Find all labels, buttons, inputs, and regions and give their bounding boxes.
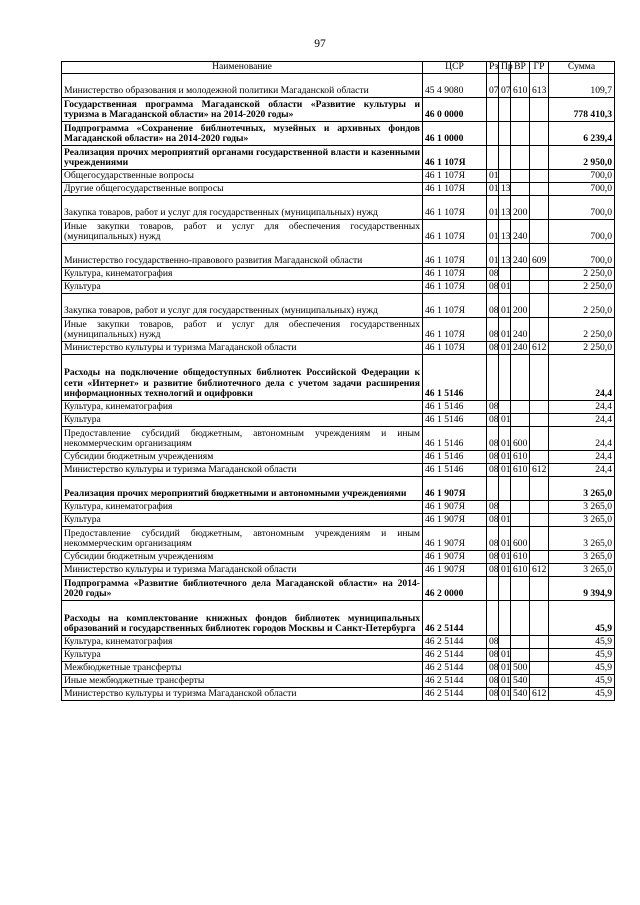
- row-pr: 01: [499, 527, 511, 551]
- row-gr: [530, 401, 549, 414]
- header-rz: Рз: [487, 62, 499, 74]
- row-sum: 700,0: [549, 170, 615, 183]
- row-pr: [499, 501, 511, 514]
- table-row: [62, 196, 615, 220]
- row-sum: 3 265,0: [549, 551, 615, 564]
- row-vr: [511, 170, 530, 183]
- row-sum: 2 950,0: [549, 146, 615, 170]
- table-row: [62, 146, 615, 170]
- row-rz: 08: [487, 318, 499, 342]
- row-gr: [530, 675, 549, 688]
- row-name: Другие общегосударственные вопросы: [62, 183, 423, 196]
- row-vr: 610: [511, 564, 530, 577]
- row-name: Министерство образования и молодежной политики Магаданской области: [62, 74, 423, 98]
- row-name: Культура, кинематография: [62, 636, 423, 649]
- row-rz: 08: [487, 662, 499, 675]
- row-pr: 01: [499, 551, 511, 564]
- table-row: [62, 74, 615, 98]
- row-rz: 08: [487, 564, 499, 577]
- row-rz: 08: [487, 451, 499, 464]
- row-vr: 240: [511, 342, 530, 355]
- row-sum: 2 250,0: [549, 342, 615, 355]
- table-row: [62, 401, 615, 414]
- row-pr: 01: [499, 662, 511, 675]
- row-name: Предоставление субсидий бюджетным, автономным учреждениям и иным некоммерческим организациям: [62, 527, 423, 551]
- row-rz: [487, 98, 499, 122]
- row-gr: 612: [530, 342, 549, 355]
- row-pr: [499, 98, 511, 122]
- row-gr: [530, 355, 549, 401]
- row-sum: 778 410,3: [549, 98, 615, 122]
- row-vr: 600: [511, 427, 530, 451]
- row-gr: [530, 636, 549, 649]
- table-row: [62, 527, 615, 551]
- row-name: Культура: [62, 281, 423, 294]
- row-pr: [499, 401, 511, 414]
- row-sum: 2 250,0: [549, 318, 615, 342]
- row-pr: [499, 355, 511, 401]
- row-vr: [511, 477, 530, 501]
- row-name: Расходы на комплектование книжных фондов библиотек муниципальных образований и государственных библиотек городов Москвы и Санкт-Петербурга: [62, 601, 423, 636]
- row-name: Иные межбюджетные трансферты: [62, 675, 423, 688]
- row-gr: [530, 318, 549, 342]
- row-pr: 13: [499, 220, 511, 244]
- row-csr: 46 1 5146: [423, 451, 487, 464]
- row-csr: 46 2 5144: [423, 662, 487, 675]
- row-csr: 46 1 0000: [423, 122, 487, 146]
- row-sum: 2 250,0: [549, 268, 615, 281]
- row-pr: [499, 170, 511, 183]
- row-rz: 08: [487, 464, 499, 477]
- row-rz: 08: [487, 527, 499, 551]
- row-sum: 2 250,0: [549, 281, 615, 294]
- row-pr: 13: [499, 196, 511, 220]
- row-pr: 01: [499, 649, 511, 662]
- row-pr: 13: [499, 244, 511, 268]
- row-rz: 01: [487, 244, 499, 268]
- row-vr: 610: [511, 74, 530, 98]
- row-name: Культура: [62, 514, 423, 527]
- row-sum: 45,9: [549, 675, 615, 688]
- row-pr: 01: [499, 414, 511, 427]
- row-gr: [530, 601, 549, 636]
- table-row: [62, 318, 615, 342]
- row-gr: [530, 146, 549, 170]
- row-rz: 01: [487, 183, 499, 196]
- row-pr: [499, 122, 511, 146]
- row-csr: 46 2 5144: [423, 688, 487, 701]
- row-csr: 46 1 5146: [423, 427, 487, 451]
- row-name: Министерство государственно-правового развития Магаданской области: [62, 244, 423, 268]
- table-row: [62, 414, 615, 427]
- row-csr: 46 1 107Я: [423, 268, 487, 281]
- row-sum: 3 265,0: [549, 514, 615, 527]
- row-csr: 46 1 107Я: [423, 318, 487, 342]
- row-name: Реализация прочих мероприятий органами государственной власти и казенными учреждениями: [62, 146, 423, 170]
- table-row: [62, 636, 615, 649]
- table-row: [62, 577, 615, 601]
- table-row: [62, 268, 615, 281]
- row-sum: 45,9: [549, 662, 615, 675]
- table-row: [62, 514, 615, 527]
- row-gr: [530, 501, 549, 514]
- row-vr: 610: [511, 551, 530, 564]
- row-sum: 45,9: [549, 649, 615, 662]
- row-gr: [530, 183, 549, 196]
- row-vr: 600: [511, 527, 530, 551]
- row-name: Реализация прочих мероприятий бюджетными и автономными учреждениями: [62, 477, 423, 501]
- row-vr: [511, 414, 530, 427]
- table-row: [62, 464, 615, 477]
- row-gr: [530, 122, 549, 146]
- row-vr: 610: [511, 464, 530, 477]
- row-name: Расходы на подключение общедоступных библиотек Российской Федерации к сети «Интернет» и развитие библиотечного дела с учетом задачи расширения информационных технологий и оцифровки: [62, 355, 423, 401]
- row-rz: 01: [487, 196, 499, 220]
- row-name: Министерство культуры и туризма Магаданской области: [62, 688, 423, 701]
- row-csr: 46 2 5144: [423, 649, 487, 662]
- row-vr: 240: [511, 318, 530, 342]
- row-name: Иные закупки товаров, работ и услуг для обеспечения государственных (муниципальных) нужд: [62, 220, 423, 244]
- header-pr: Пр: [499, 62, 511, 74]
- row-sum: 700,0: [549, 196, 615, 220]
- row-vr: [511, 146, 530, 170]
- row-vr: 200: [511, 294, 530, 318]
- row-csr: 46 0 0000: [423, 98, 487, 122]
- row-sum: 45,9: [549, 688, 615, 701]
- row-sum: 3 265,0: [549, 501, 615, 514]
- row-vr: 240: [511, 220, 530, 244]
- row-rz: 08: [487, 401, 499, 414]
- row-vr: [511, 636, 530, 649]
- row-rz: 08: [487, 427, 499, 451]
- table-row: [62, 501, 615, 514]
- row-rz: 08: [487, 294, 499, 318]
- row-sum: 700,0: [549, 220, 615, 244]
- header-csr: ЦСР: [423, 62, 487, 74]
- table-row: [62, 601, 615, 636]
- row-pr: 01: [499, 688, 511, 701]
- row-sum: 3 265,0: [549, 477, 615, 501]
- row-name: Культура, кинематография: [62, 268, 423, 281]
- row-rz: 07: [487, 74, 499, 98]
- header-vr: ВР: [511, 62, 530, 74]
- row-gr: 612: [530, 688, 549, 701]
- row-csr: 46 1 107Я: [423, 342, 487, 355]
- row-vr: [511, 577, 530, 601]
- table-row: [62, 688, 615, 701]
- header-name: Наименование: [62, 62, 423, 74]
- row-vr: 200: [511, 196, 530, 220]
- row-sum: 9 394,9: [549, 577, 615, 601]
- row-gr: [530, 414, 549, 427]
- row-gr: [530, 281, 549, 294]
- table-row: [62, 281, 615, 294]
- row-sum: 2 250,0: [549, 294, 615, 318]
- table-row: [62, 122, 615, 146]
- row-csr: 46 1 907Я: [423, 514, 487, 527]
- row-csr: 46 1 907Я: [423, 551, 487, 564]
- row-vr: 540: [511, 675, 530, 688]
- table-row: [62, 220, 615, 244]
- row-name: Субсидии бюджетным учреждениям: [62, 551, 423, 564]
- row-vr: [511, 183, 530, 196]
- table-row: [62, 662, 615, 675]
- row-name: Министерство культуры и туризма Магаданской области: [62, 564, 423, 577]
- row-csr: 46 1 107Я: [423, 281, 487, 294]
- row-rz: [487, 146, 499, 170]
- row-sum: 24,4: [549, 401, 615, 414]
- row-rz: 08: [487, 268, 499, 281]
- row-gr: [530, 220, 549, 244]
- row-gr: 612: [530, 464, 549, 477]
- row-rz: 08: [487, 649, 499, 662]
- row-csr: 46 1 107Я: [423, 294, 487, 318]
- row-rz: [487, 355, 499, 401]
- row-name: Подпрограмма «Сохранение библиотечных, музейных и архивных фондов Магаданской области» на 2014-2020 годы»: [62, 122, 423, 146]
- row-rz: 08: [487, 688, 499, 701]
- table-row: [62, 675, 615, 688]
- row-csr: 46 1 5146: [423, 464, 487, 477]
- row-rz: 08: [487, 414, 499, 427]
- row-name: Культура: [62, 649, 423, 662]
- table-row: [62, 551, 615, 564]
- row-name: Культура: [62, 414, 423, 427]
- row-csr: 46 1 907Я: [423, 501, 487, 514]
- table-body: [62, 74, 615, 701]
- row-pr: 01: [499, 675, 511, 688]
- table-row: [62, 98, 615, 122]
- row-gr: [530, 551, 549, 564]
- row-name: Государственная программа Магаданской области «Развитие культуры и туризма в Магаданской области» на 2014-2020 годы»: [62, 98, 423, 122]
- row-vr: 540: [511, 688, 530, 701]
- row-csr: 46 1 907Я: [423, 564, 487, 577]
- row-sum: 45,9: [549, 601, 615, 636]
- table-row: [62, 451, 615, 464]
- row-rz: 08: [487, 551, 499, 564]
- row-gr: 613: [530, 74, 549, 98]
- row-rz: 01: [487, 170, 499, 183]
- row-pr: 01: [499, 464, 511, 477]
- row-vr: [511, 122, 530, 146]
- row-pr: 01: [499, 342, 511, 355]
- row-csr: 46 1 107Я: [423, 146, 487, 170]
- row-vr: [511, 281, 530, 294]
- header-sum: Сумма: [549, 62, 615, 74]
- table-row: [62, 564, 615, 577]
- row-vr: 610: [511, 451, 530, 464]
- row-gr: [530, 477, 549, 501]
- row-csr: 45 4 9080: [423, 74, 487, 98]
- row-rz: 01: [487, 220, 499, 244]
- row-gr: [530, 268, 549, 281]
- header-gr: ГР: [530, 62, 549, 74]
- row-pr: 01: [499, 281, 511, 294]
- row-rz: [487, 122, 499, 146]
- row-vr: [511, 355, 530, 401]
- row-csr: 46 1 907Я: [423, 477, 487, 501]
- row-sum: 24,4: [549, 451, 615, 464]
- table-row: [62, 649, 615, 662]
- row-pr: 01: [499, 451, 511, 464]
- row-gr: [530, 662, 549, 675]
- table-row: [62, 244, 615, 268]
- row-rz: 08: [487, 281, 499, 294]
- row-vr: [511, 514, 530, 527]
- row-rz: 08: [487, 636, 499, 649]
- row-pr: 01: [499, 564, 511, 577]
- row-gr: [530, 294, 549, 318]
- row-vr: [511, 98, 530, 122]
- row-csr: 46 1 107Я: [423, 196, 487, 220]
- row-vr: [511, 268, 530, 281]
- row-sum: 3 265,0: [549, 527, 615, 551]
- table-row: [62, 427, 615, 451]
- row-rz: 08: [487, 514, 499, 527]
- row-name: Культура, кинематография: [62, 501, 423, 514]
- row-pr: [499, 636, 511, 649]
- row-sum: 700,0: [549, 183, 615, 196]
- page-number: 97: [314, 38, 326, 50]
- row-vr: [511, 601, 530, 636]
- row-pr: 01: [499, 427, 511, 451]
- row-csr: 46 2 0000: [423, 577, 487, 601]
- row-rz: 08: [487, 342, 499, 355]
- row-pr: [499, 146, 511, 170]
- table-row: [62, 183, 615, 196]
- row-rz: [487, 601, 499, 636]
- budget-table: [61, 61, 615, 701]
- row-rz: [487, 577, 499, 601]
- row-gr: [530, 577, 549, 601]
- row-rz: 08: [487, 675, 499, 688]
- row-pr: [499, 577, 511, 601]
- table-row: [62, 170, 615, 183]
- table-row: [62, 342, 615, 355]
- row-sum: 24,4: [549, 355, 615, 401]
- row-name: Министерство культуры и туризма Магаданской области: [62, 342, 423, 355]
- row-pr: [499, 601, 511, 636]
- row-pr: [499, 268, 511, 281]
- row-csr: 46 2 5144: [423, 636, 487, 649]
- row-sum: 45,9: [549, 636, 615, 649]
- row-gr: [530, 451, 549, 464]
- row-csr: 46 1 907Я: [423, 527, 487, 551]
- row-vr: [511, 501, 530, 514]
- row-name: Предоставление субсидий бюджетным, автономным учреждениям и иным некоммерческим организациям: [62, 427, 423, 451]
- table-row: [62, 294, 615, 318]
- row-csr: 46 1 107Я: [423, 244, 487, 268]
- table-header-row: [62, 62, 615, 74]
- row-gr: [530, 196, 549, 220]
- row-name: Общегосударственные вопросы: [62, 170, 423, 183]
- table-row: [62, 477, 615, 501]
- row-gr: [530, 527, 549, 551]
- row-name: Закупка товаров, работ и услуг для государственных (муниципальных) нужд: [62, 294, 423, 318]
- row-gr: [530, 98, 549, 122]
- row-sum: 24,4: [549, 427, 615, 451]
- row-sum: 6 239,4: [549, 122, 615, 146]
- row-vr: 240: [511, 244, 530, 268]
- row-gr: [530, 649, 549, 662]
- row-csr: 46 1 5146: [423, 355, 487, 401]
- row-name: Закупка товаров, работ и услуг для государственных (муниципальных) нужд: [62, 196, 423, 220]
- row-name: Подпрограмма «Развитие библиотечного дела Магаданской области» на 2014-2020 годы»: [62, 577, 423, 601]
- row-pr: 13: [499, 183, 511, 196]
- row-name: Культура, кинематография: [62, 401, 423, 414]
- row-pr: 01: [499, 318, 511, 342]
- row-gr: 612: [530, 564, 549, 577]
- row-gr: 609: [530, 244, 549, 268]
- row-rz: 08: [487, 501, 499, 514]
- row-gr: [530, 427, 549, 451]
- row-sum: 24,4: [549, 414, 615, 427]
- row-gr: [530, 514, 549, 527]
- row-sum: 3 265,0: [549, 564, 615, 577]
- table-row: [62, 355, 615, 401]
- row-vr: [511, 649, 530, 662]
- row-vr: [511, 401, 530, 414]
- row-csr: 46 1 107Я: [423, 183, 487, 196]
- row-name: Министерство культуры и туризма Магаданской области: [62, 464, 423, 477]
- row-rz: [487, 477, 499, 501]
- row-name: Межбюджетные трансферты: [62, 662, 423, 675]
- row-csr: 46 1 5146: [423, 414, 487, 427]
- row-pr: 07: [499, 74, 511, 98]
- row-sum: 24,4: [549, 464, 615, 477]
- row-gr: [530, 170, 549, 183]
- row-csr: 46 1 107Я: [423, 220, 487, 244]
- row-sum: 700,0: [549, 244, 615, 268]
- row-csr: 46 2 5144: [423, 675, 487, 688]
- row-pr: 01: [499, 514, 511, 527]
- row-csr: 46 1 5146: [423, 401, 487, 414]
- row-csr: 46 1 107Я: [423, 170, 487, 183]
- row-pr: 01: [499, 294, 511, 318]
- row-name: Субсидии бюджетным учреждениям: [62, 451, 423, 464]
- row-vr: 500: [511, 662, 530, 675]
- row-pr: [499, 477, 511, 501]
- row-name: Иные закупки товаров, работ и услуг для обеспечения государственных (муниципальных) нужд: [62, 318, 423, 342]
- row-sum: 109,7: [549, 74, 615, 98]
- row-csr: 46 2 5144: [423, 601, 487, 636]
